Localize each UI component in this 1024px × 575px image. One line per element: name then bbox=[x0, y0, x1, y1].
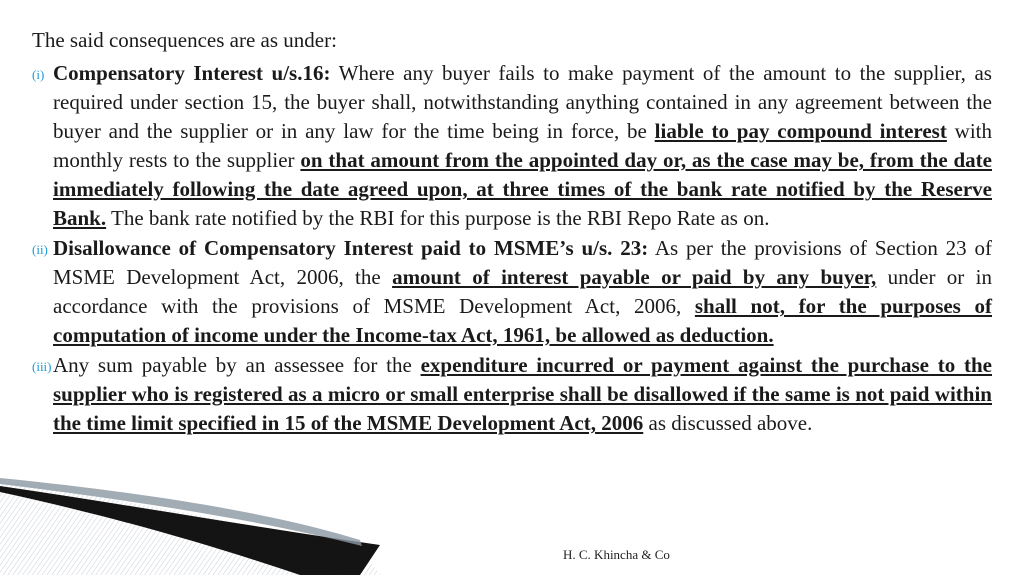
list-item-text bbox=[53, 234, 992, 350]
list-item-text bbox=[53, 351, 992, 438]
emphasis-span: Disallowance of Compensatory Interest paid to MSME’s u/s. 23: bbox=[53, 236, 649, 260]
list-marker: (i) bbox=[32, 67, 45, 82]
text-span: with monthly rests to the supplier bbox=[53, 119, 992, 172]
list-item bbox=[32, 351, 992, 438]
emphasis-span: on that amount from the appointed day or, as the case may be, from the date immediately following the date agreed upon, at three times of the bank rate notified by the Reserve Bank. bbox=[53, 148, 992, 230]
text-span: under or in accordance with the provisions of MSME Development Act, 2006, bbox=[53, 265, 992, 318]
list-item-text bbox=[53, 59, 992, 233]
list-marker: (iii) bbox=[32, 359, 52, 374]
consequence-list bbox=[32, 59, 992, 439]
intro-text: The said consequences are as under: bbox=[32, 28, 337, 52]
text-span: Where any buyer fails to make payment of the amount to the supplier, as required under section 15, the buyer shall, notwithstanding anything contained in any agreement between the buyer and the supplier or in any law for the time being in force, be bbox=[53, 61, 992, 143]
emphasis-span: expenditure incurred or payment against the purchase to the supplier who is registered as a micro or small enterprise shall be disallowed if the same is not paid within the time limit specified in 15 of the MSME Development Act, 2006 bbox=[53, 353, 992, 435]
emphasis-span: Compensatory Interest u/s.16: bbox=[53, 61, 331, 85]
emphasis-span: amount of interest payable or paid by any buyer, bbox=[392, 265, 877, 289]
list-item bbox=[32, 234, 992, 350]
text-span: The bank rate notified by the RBI for this purpose is the RBI Repo Rate as on. bbox=[106, 206, 770, 230]
footer-firm-name: H. C. Khincha & Co bbox=[563, 547, 670, 562]
text-span: as discussed above. bbox=[643, 411, 813, 435]
emphasis-span: shall not, for the purposes of computation of income under the Income-tax Act, 1961, be allowed as deduction. bbox=[53, 294, 992, 347]
list-marker: (ii) bbox=[32, 242, 48, 257]
emphasis-span: liable to pay compound interest bbox=[654, 119, 947, 143]
text-span: As per the provisions of Section 23 of MSME Development Act, 2006, the bbox=[53, 236, 992, 289]
list-item bbox=[32, 59, 992, 233]
text-span: Any sum payable by an assessee for the bbox=[53, 353, 421, 377]
